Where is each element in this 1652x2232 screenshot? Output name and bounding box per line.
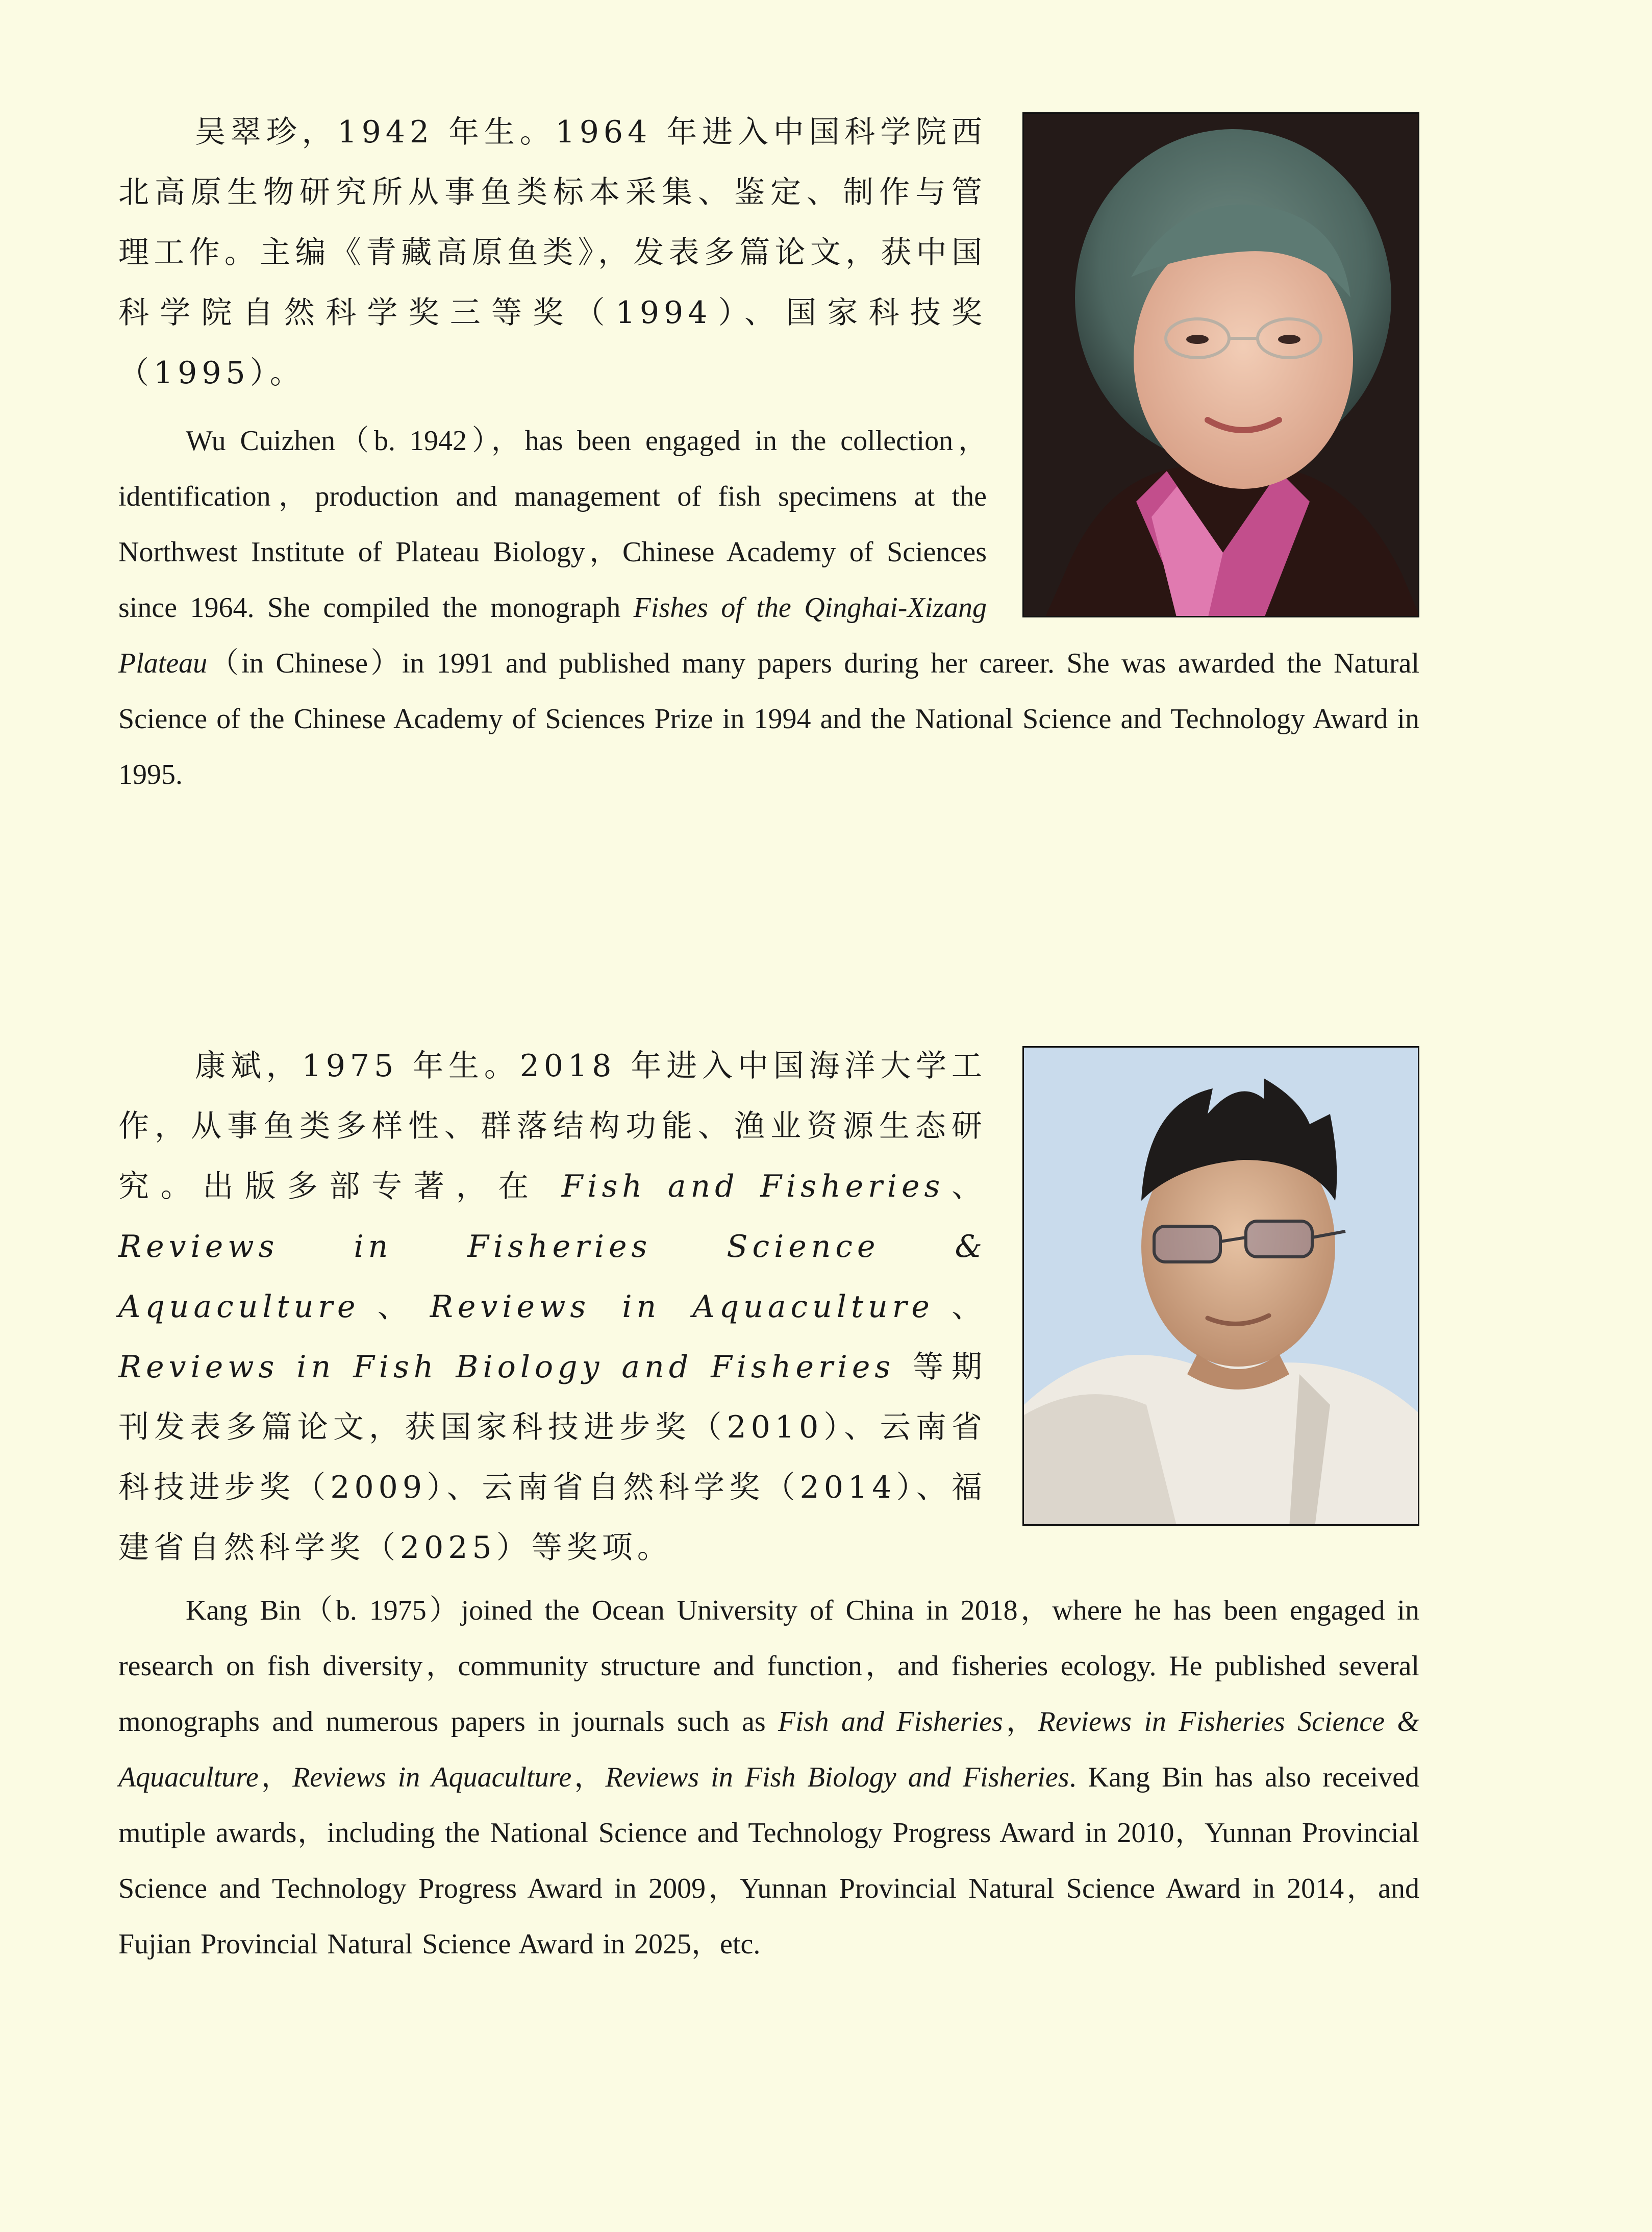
bio-wu-zh-text: 吴翠珍，1942 年生。1964 年进入中国科学院西北高原生物研究所从事鱼类标本采集、鉴定、制作与管理工作。主编《青藏高原鱼类》，发表多篇论文，获中国科学院自然科学奖三等奖（1994）、国家科技奖（1995）。 xyxy=(118,114,987,391)
journal-reviews-aquaculture-en: Reviews in Aquaculture xyxy=(292,1762,572,1793)
bio-kang-bin xyxy=(118,1036,1419,1972)
journal-reviews-fish-biology-en: Reviews in Fish Biology and Fisheries xyxy=(605,1762,1069,1793)
bio-kang-zh-part-a: 康斌，1975 年生。2018 年进入中国海洋大学工作，从事鱼类多样性、群落结构功能、渔业资源生态研究。出版多部专著，在 xyxy=(118,1048,987,1204)
portrait-kang-bin xyxy=(1022,1046,1419,1526)
bio-wu-en-part-b: （in Chinese）in 1991 and published many papers during her career. She was awarded the Natural Science of the Chinese Academy of Sciences Prize in 1994 and the National Science and Technology Award in 1995. xyxy=(118,648,1419,790)
bio-kang-zh-sep-3: 、 xyxy=(934,1289,987,1325)
journal-fish-and-fisheries-zh: Fish and Fisheries xyxy=(561,1169,945,1204)
book-title-fishes-qinghai-xizang: Fishes of the Qinghai-Xizang Plateau xyxy=(118,592,987,679)
bio-wu-cuizhen xyxy=(118,102,1419,803)
journal-fish-and-fisheries-en: Fish and Fisheries xyxy=(778,1706,1003,1738)
portrait-kang-bin-image xyxy=(1024,1048,1419,1526)
bio-kang-zh-sep-2: 、 xyxy=(360,1289,430,1325)
portrait-wu-cuizhen-image xyxy=(1024,114,1419,617)
journal-reviews-aquaculture-zh: Reviews in Aquaculture xyxy=(430,1289,934,1325)
journal-reviews-fisheries-science-en: Reviews in Fisheries Science & Aquaculture xyxy=(118,1706,1419,1793)
bio-kang-en-sep-2: ， xyxy=(258,1762,293,1793)
journal-reviews-fish-biology-zh: Reviews in Fish Biology and Fisheries xyxy=(118,1349,895,1385)
bio-kang-en-text xyxy=(118,1583,1419,1972)
bio-kang-en-sep-3: ， xyxy=(571,1762,606,1793)
bio-kang-en-sep-1: ， xyxy=(1003,1706,1038,1738)
journal-reviews-fisheries-science-zh: Reviews in Fisheries Science & Aquaculture xyxy=(118,1229,987,1325)
portrait-wu-cuizhen xyxy=(1022,112,1419,617)
bio-kang-en-part-a: Kang Bin（b. 1975）joined the Ocean University of China in 2018，where he has been engaged in research on fish diversity，community structure and function，and fisheries ecology. He published several monographs and numerous papers in journals such as xyxy=(118,1595,1419,1738)
bio-wu-en-part-a: Wu Cuizhen（b. 1942），has been engaged in the collection，identification，production and management of fish specimens at the Northwest Institute of Plateau Biology，Chinese Academy of Sciences since 1964. She compiled the monograph xyxy=(118,425,987,624)
bio-kang-zh-part-b: 等期刊发表多篇论文，获国家科技进步奖（2010）、云南省科技进步奖（2009）、云南省自然科学奖（2014）、福建省自然科学奖（2025）等奖项。 xyxy=(118,1349,987,1566)
bio-kang-zh-sep-1: 、 xyxy=(944,1169,987,1204)
bio-kang-en-part-b: . Kang Bin has also received mutiple awards，including the National Science and Technology Progress Award in 2010，Yunnan Provincial Science and Technology Progress Award in 2009，Yunnan Provincial Natural Science Award in 2014，and Fujian Provincial Natural Science Award in 2025，etc. xyxy=(118,1762,1420,1960)
